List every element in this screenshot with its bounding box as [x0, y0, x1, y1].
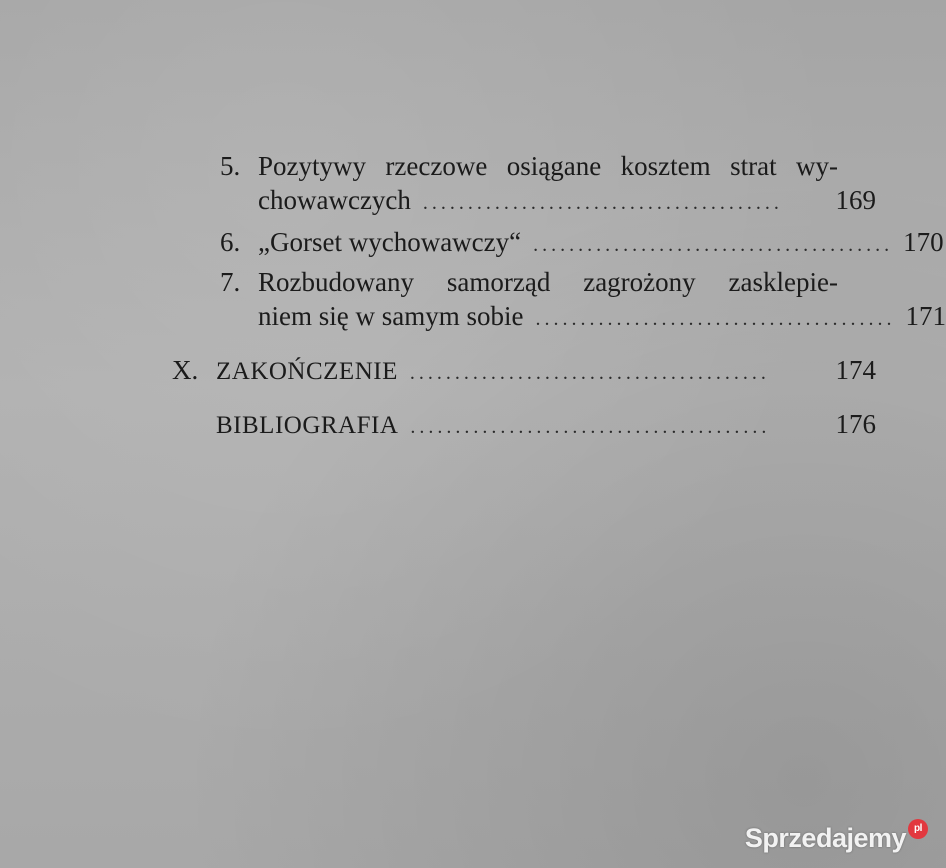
- toc-entry-title: „Gorset wychowawczy“: [258, 227, 522, 257]
- toc-entry-number: 5.: [220, 151, 241, 181]
- toc-entry-title-continued: niem się w samym sobie: [258, 301, 524, 331]
- dot-leader: ........................................: [410, 416, 771, 438]
- toc-entry-5-line2: [258, 184, 876, 219]
- dot-leader: ........................................: [535, 308, 896, 330]
- toc-entry-number: 7.: [220, 267, 241, 297]
- chapter-title: ZAKOŃCZENIE: [216, 358, 398, 385]
- toc-entry-title-continued: chowawczych: [258, 185, 411, 215]
- dot-leader: ........................................: [422, 192, 783, 214]
- page-number: 174: [835, 355, 876, 385]
- chapter-number: X.: [172, 355, 199, 385]
- toc-chapter-conclusion: [172, 354, 876, 389]
- toc-entry-6-line1: [220, 226, 944, 261]
- toc-entry-title: Pozytywy rzeczowe osiągane kosztem strat wy-: [258, 151, 838, 181]
- toc-entry-7-line1: [220, 266, 876, 298]
- bibliography-title: BIBLIOGRAFIA: [216, 412, 399, 439]
- page-number: 169: [835, 185, 876, 215]
- toc-entry-5-line1: [220, 150, 876, 182]
- watermark-badge-icon: pl: [908, 819, 928, 839]
- toc-bibliography: [216, 408, 876, 443]
- toc-entry-number: 6.: [220, 227, 241, 257]
- page-number: 170: [903, 227, 944, 257]
- page-number: 176: [835, 409, 876, 439]
- dot-leader: ........................................: [533, 234, 894, 256]
- toc-entry-7-line2: [258, 300, 946, 335]
- page-number: 171: [905, 301, 946, 331]
- watermark-brand: Sprzedajemy: [744, 823, 906, 853]
- sprzedajemy-watermark: [745, 823, 928, 854]
- toc-entry-title: Rozbudowany samorząd zagrożony zasklepie-: [258, 267, 838, 297]
- dot-leader: ........................................: [409, 362, 770, 384]
